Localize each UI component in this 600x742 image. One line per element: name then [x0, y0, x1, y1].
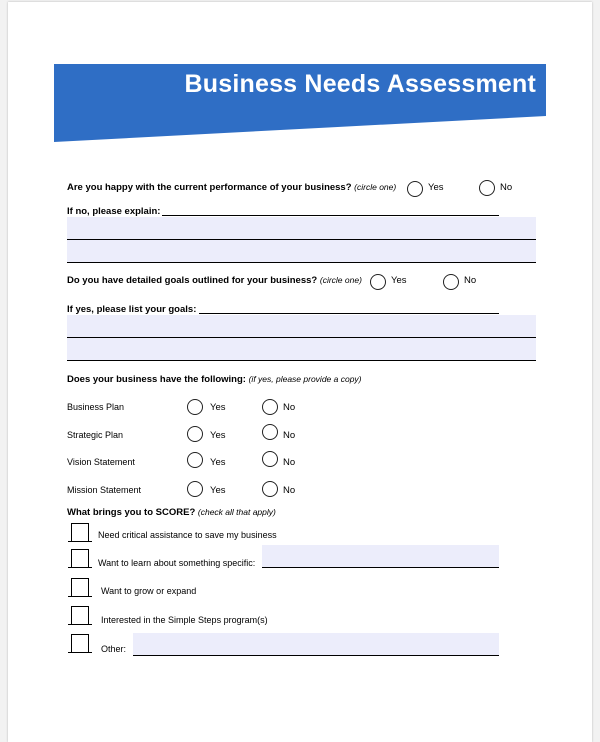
doc-item-label: Strategic Plan — [67, 430, 124, 440]
other-line — [133, 655, 499, 656]
q1-explain-line-3 — [67, 262, 536, 263]
option-checkbox[interactable] — [71, 634, 89, 652]
mission-statement-yes-label: Yes — [210, 485, 226, 496]
q1-explain-label: If no, please explain: — [67, 206, 161, 217]
title-banner — [54, 64, 546, 144]
q1-no-label: No — [500, 182, 513, 193]
q2-no-label: No — [464, 275, 477, 286]
q1-question-text: Are you happy with the current performance of your business? — [67, 182, 352, 193]
option-checkbox[interactable] — [71, 523, 89, 541]
q2-list-field[interactable] — [67, 315, 536, 361]
doc-item-label: Mission Statement — [67, 485, 142, 495]
checkbox-baseline — [68, 596, 92, 597]
q4-question-text: What brings you to SCORE? — [67, 507, 196, 518]
option-label: Interested in the Simple Steps program(s) — [101, 615, 268, 625]
specific-topic-field[interactable] — [262, 545, 499, 567]
q1-explain-line-2 — [67, 239, 536, 240]
q2-hint: (circle one) — [319, 275, 362, 285]
vision-statement-yes-radio[interactable] — [187, 452, 203, 468]
q2-list-line-3 — [67, 360, 536, 361]
mission-statement-yes-radio[interactable] — [187, 481, 203, 497]
q1-yes-radio[interactable] — [407, 181, 423, 197]
q1-question — [67, 182, 396, 193]
business-plan-no-radio[interactable] — [262, 399, 278, 415]
q2-no-radio[interactable] — [443, 274, 459, 290]
q1-explain-field[interactable] — [67, 217, 536, 263]
q2-list-label: If yes, please list your goals: — [67, 304, 197, 315]
q2-question-text: Do you have detailed goals outlined for your business? — [67, 275, 318, 286]
strategic-plan-yes-label: Yes — [210, 430, 226, 441]
q3-hint: (if yes, please provide a copy) — [248, 374, 362, 384]
q1-hint: (circle one) — [354, 182, 397, 192]
business-plan-yes-label: Yes — [210, 402, 226, 413]
doc-item-label: Vision Statement — [67, 457, 135, 467]
vision-statement-no-radio[interactable] — [262, 451, 278, 467]
option-label: Other: — [101, 644, 127, 654]
q3-question-text: Does your business have the following: — [67, 374, 246, 385]
page-title: Business Needs Assessment — [184, 70, 536, 98]
checkbox-baseline — [68, 567, 92, 568]
option-checkbox[interactable] — [71, 606, 89, 624]
business-plan-no-label: No — [283, 402, 296, 413]
q2-question — [67, 275, 362, 286]
mission-statement-no-label: No — [283, 485, 296, 496]
q2-list-line — [199, 313, 499, 314]
mission-statement-no-radio[interactable] — [262, 481, 278, 497]
strategic-plan-no-label: No — [283, 430, 296, 441]
strategic-plan-no-radio[interactable] — [262, 424, 278, 440]
vision-statement-yes-label: Yes — [210, 457, 226, 468]
option-label: Want to learn about something specific: — [98, 558, 256, 568]
other-field[interactable] — [133, 633, 499, 655]
option-checkbox[interactable] — [71, 578, 89, 596]
q1-yes-label: Yes — [428, 182, 444, 193]
option-checkbox[interactable] — [71, 549, 89, 567]
doc-item-label: Business Plan — [67, 402, 125, 412]
q2-yes-label: Yes — [391, 275, 407, 286]
q2-list-line-2 — [67, 337, 536, 338]
checkbox-baseline — [68, 624, 92, 625]
q4-question — [67, 507, 276, 518]
q3-question — [67, 374, 362, 385]
q1-no-radio[interactable] — [479, 180, 495, 196]
checkbox-baseline — [68, 541, 92, 542]
q2-yes-radio[interactable] — [370, 274, 386, 290]
q4-hint: (check all that apply) — [197, 507, 276, 517]
business-plan-yes-radio[interactable] — [187, 399, 203, 415]
strategic-plan-yes-radio[interactable] — [187, 426, 203, 442]
vision-statement-no-label: No — [283, 457, 296, 468]
option-label: Want to grow or expand — [101, 586, 197, 596]
checkbox-baseline — [68, 652, 92, 653]
option-label: Need critical assistance to save my business — [98, 530, 277, 540]
q1-explain-line — [162, 215, 499, 216]
specific-topic-line — [262, 567, 499, 568]
